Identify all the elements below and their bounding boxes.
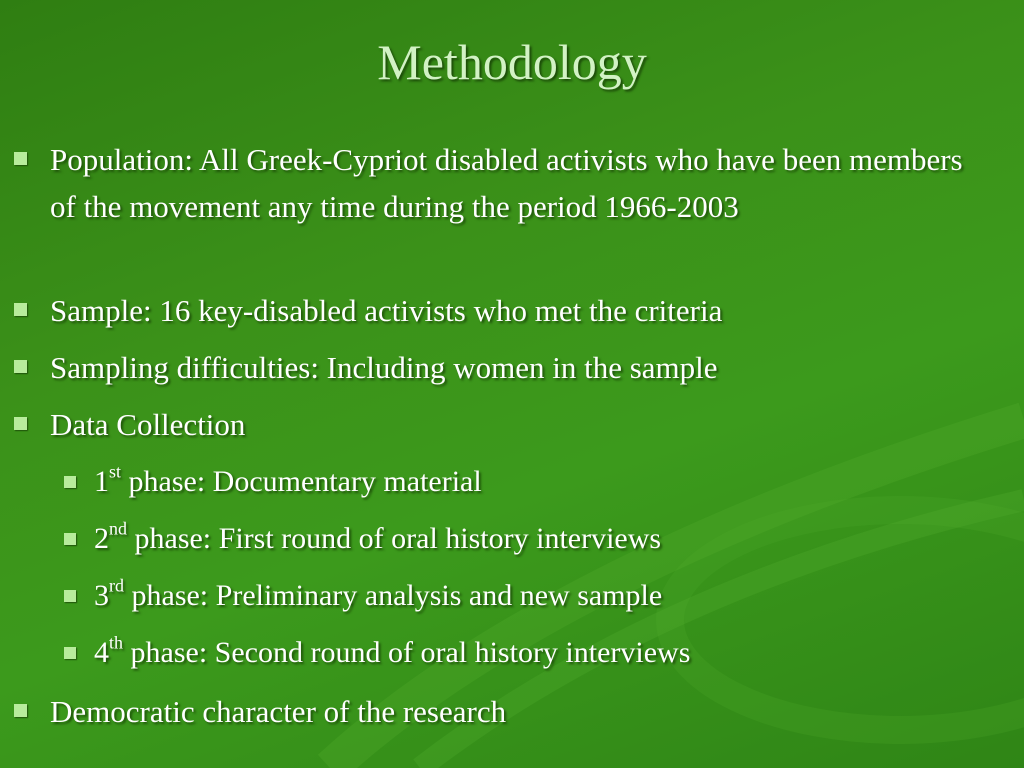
- square-bullet-icon: [14, 704, 27, 717]
- square-bullet-icon: [64, 476, 76, 488]
- phase-text: phase: Preliminary analysis and new sample: [124, 579, 663, 612]
- phase-number: 2: [94, 522, 109, 555]
- sub-bullet-phase-2: [64, 515, 984, 562]
- ordinal-suffix: nd: [109, 518, 127, 539]
- phase-number: 3: [94, 579, 109, 612]
- sub-bullet-phase-4: [64, 629, 984, 676]
- square-bullet-icon: [64, 590, 76, 602]
- square-bullet-icon: [14, 360, 27, 373]
- bullet-data-collection: Data Collection: [14, 401, 984, 448]
- square-bullet-icon: [14, 152, 27, 165]
- ordinal-suffix: st: [109, 461, 122, 482]
- square-bullet-icon: [14, 303, 27, 316]
- square-bullet-icon: [64, 647, 76, 659]
- phase-text: phase: Second round of oral history interviews: [123, 636, 691, 669]
- square-bullet-icon: [14, 417, 27, 430]
- sub-bullet-phase-1: [64, 458, 984, 505]
- phase-number: 1: [94, 465, 109, 498]
- bullet-sampling-difficulties: Sampling difficulties: Including women in the sample: [14, 344, 984, 391]
- phase-text: phase: First round of oral history interviews: [127, 522, 662, 555]
- square-bullet-icon: [64, 533, 76, 545]
- ordinal-suffix: th: [109, 632, 124, 653]
- bullet-population: Population: All Greek-Cypriot disabled activists who have been members of the movement any time during the period 1966-2003: [14, 136, 984, 230]
- phase-number: 4: [94, 636, 109, 669]
- slide-title: Methodology: [377, 34, 647, 90]
- bullet-sample: Sample: 16 key-disabled activists who met the criteria: [14, 287, 984, 334]
- bullet-democratic-character: Democratic character of the research: [14, 688, 984, 735]
- ordinal-suffix: rd: [109, 575, 124, 596]
- sub-bullet-phase-3: [64, 572, 984, 619]
- phase-text: phase: Documentary material: [121, 465, 482, 498]
